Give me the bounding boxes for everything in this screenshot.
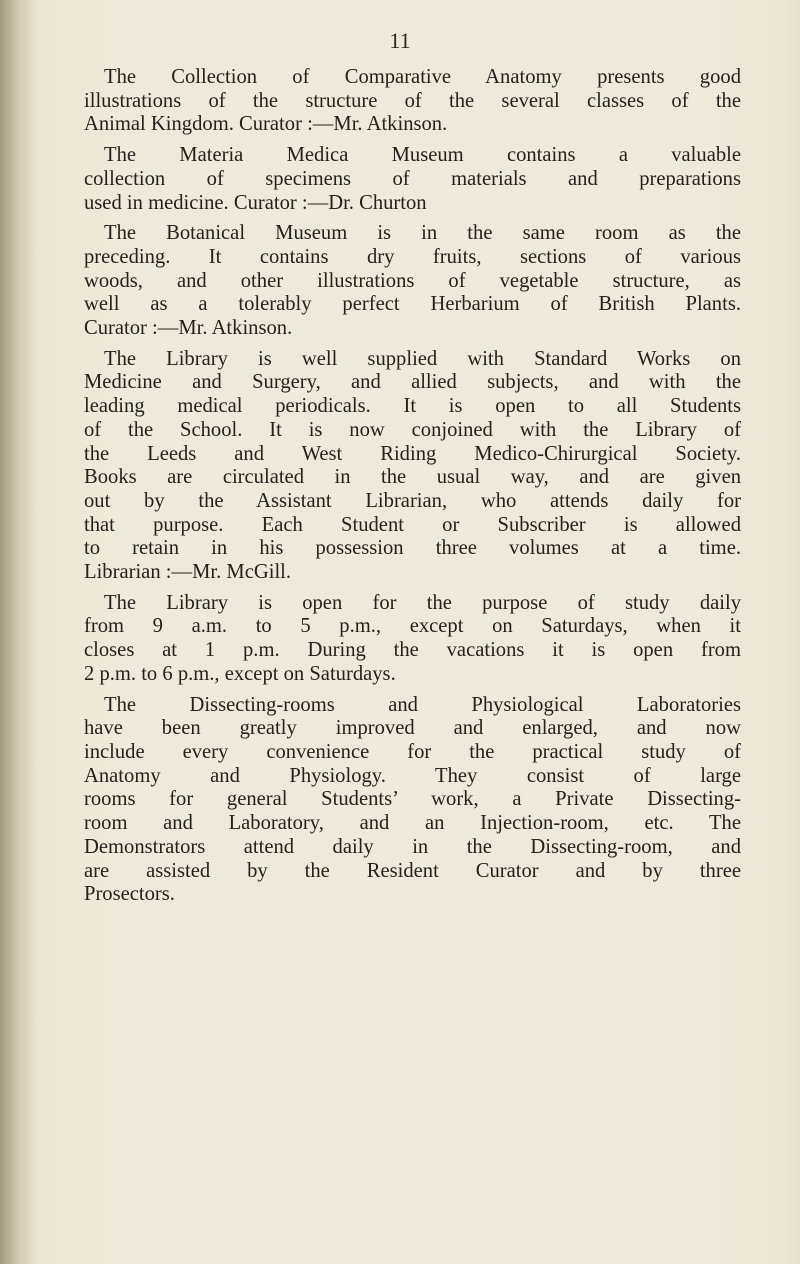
text-line: Librarian :—Mr. McGill. (84, 561, 292, 584)
text-line: woods, and other illustrations of vegetable structure, as (84, 269, 741, 292)
text-line: to retain in his possession three volumes at a time. (84, 537, 741, 560)
text-line: of the School. It is now conjoined with the Library of (84, 418, 741, 441)
text-line: Prosectors. (84, 883, 175, 906)
text-line: Anatomy and Physiology. They consist of large (84, 764, 741, 787)
paragraph-library-hours (84, 592, 741, 687)
text-line: collection of specimens of materials and preparations (84, 167, 741, 190)
text-line: include every convenience for the practical study of (84, 740, 741, 763)
text-line: The Library is open for the purpose of study daily (104, 591, 741, 614)
paragraph-botanical-museum (84, 222, 741, 341)
text-line: are assisted by the Resident Curator and by three (84, 859, 741, 882)
text-line: have been greatly improved and enlarged, and now (84, 717, 741, 740)
text-line: Animal Kingdom. Curator :—Mr. Atkinson. (84, 113, 448, 136)
text-line: that purpose. Each Student or Subscriber is allowed (84, 513, 741, 536)
text-line: used in medicine. Curator :—Dr. Churton (84, 191, 427, 214)
paragraph-comparative-anatomy (84, 66, 741, 137)
text-line: rooms for general Students’ work, a Private Dissecting- (84, 788, 741, 811)
text-line: leading medical periodicals. It is open to all Students (84, 395, 741, 418)
paragraph-dissecting-rooms (84, 694, 741, 907)
text-line: Medicine and Surgery, and allied subjects, and with the (84, 371, 741, 394)
text-line: The Materia Medica Museum contains a valuable (104, 144, 741, 167)
text-line: illustrations of the structure of the several classes of the (84, 89, 741, 112)
text-line: The Dissecting-rooms and Physiological Laboratories (104, 693, 741, 716)
text-line: Books are circulated in the usual way, and are given (84, 466, 741, 489)
paragraph-library (84, 348, 741, 585)
text-line: the Leeds and West Riding Medico-Chirurgical Society. (84, 442, 741, 465)
text-line: The Collection of Comparative Anatomy presents good (104, 66, 741, 88)
text-line: 2 p.m. to 6 p.m., except on Saturdays. (84, 662, 396, 685)
text-line: room and Laboratory, and an Injection-room, etc. The (84, 812, 741, 835)
paragraph-materia-medica (84, 144, 741, 215)
text-line: The Botanical Museum is in the same room as the (104, 222, 741, 245)
text-line: from 9 a.m. to 5 p.m., except on Saturdays, when it (84, 615, 741, 638)
text-line: out by the Assistant Librarian, who attends daily for (84, 489, 741, 512)
text-line: The Library is well supplied with Standard Works on (104, 347, 741, 370)
text-line: closes at 1 p.m. During the vacations it is open from (84, 639, 741, 662)
text-line: Demonstrators attend daily in the Dissecting-room, and (84, 835, 741, 858)
text-line: Curator :—Mr. Atkinson. (84, 317, 293, 340)
body-text (84, 66, 741, 914)
binding-gutter-shadow (0, 0, 38, 1264)
page-number: 11 (389, 28, 411, 53)
text-line: preceding. It contains dry fruits, sections of various (84, 245, 741, 268)
text-line: well as a tolerably perfect Herbarium of British Plants. (84, 293, 741, 316)
